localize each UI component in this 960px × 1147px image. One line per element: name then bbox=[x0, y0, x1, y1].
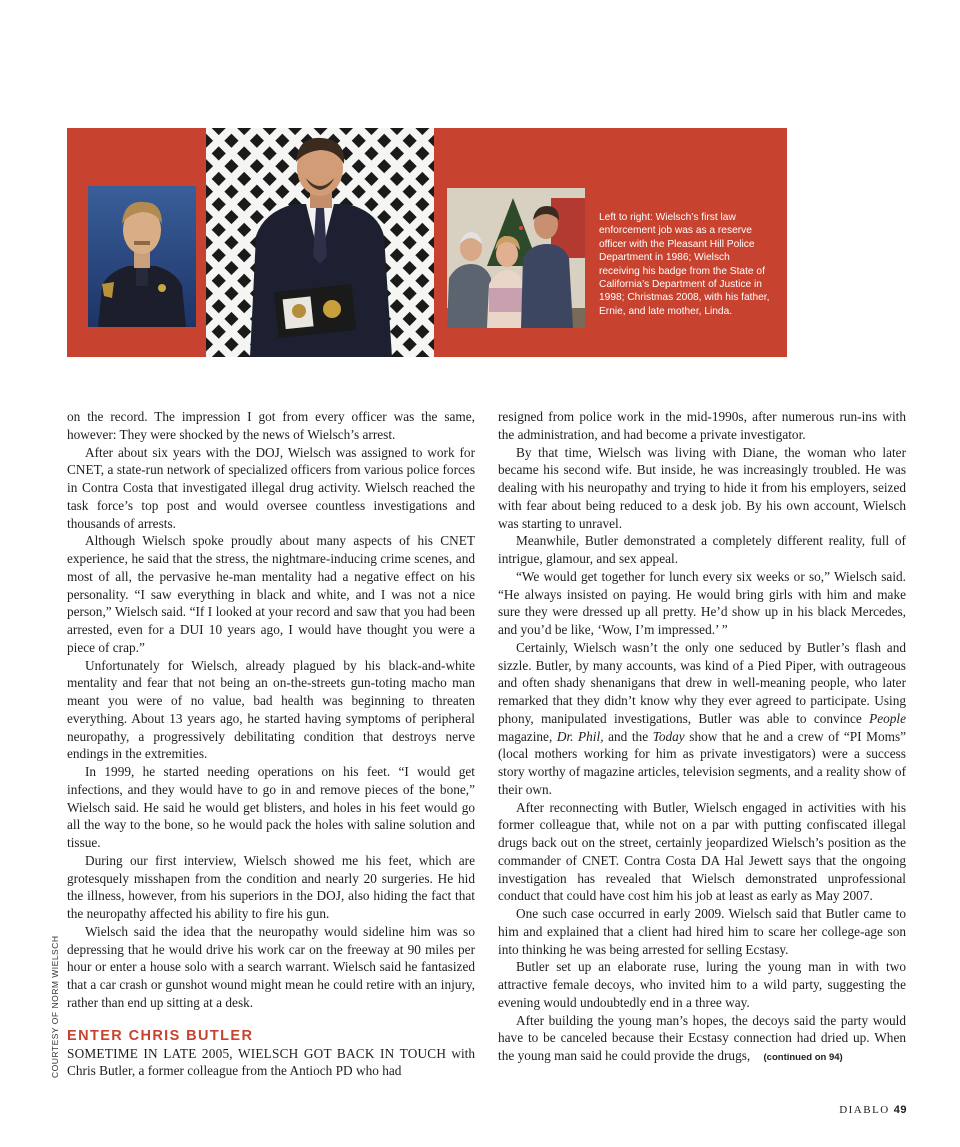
section-lead-paragraph bbox=[67, 1045, 475, 1081]
section-subhead: ENTER CHRIS BUTLER bbox=[67, 1027, 254, 1044]
continued-note: (continued on 94) bbox=[763, 1052, 843, 1063]
lead-text: with Chris Butler, a former colleague from the Antioch PD who had bbox=[67, 1045, 475, 1079]
page-number: 49 bbox=[893, 1104, 907, 1116]
magazine-name: DIABLO bbox=[839, 1104, 890, 1116]
paragraph: During our first interview, Wielsch showed me his feet, which are grotesquely misshapen from the condition and nearly 20 surgeries. He hid the illness, however, from his superiors in the DOJ, also hiding the fact that the neuropathy affected his ability to fire his gun. bbox=[67, 852, 475, 921]
photo-badge-1998 bbox=[206, 128, 434, 357]
paragraph: In 1999, he started needing operations on his feet. “I would get infections, and they would have to go in and remove pieces of the bone,” Wielsch said. He said he would get blisters, and holes in his feet would go all the way to the bone, so he would pack the holes with saline solution and tissue. bbox=[67, 764, 475, 850]
text-run: After building the young man’s hopes, the decoys said the party would have to be canceled because their Ecstasy connection had dried up. When the young man said he could provide the drugs, bbox=[498, 1012, 906, 1063]
photo-credit: COURTESY OF NORM WIELSCH bbox=[50, 935, 60, 1078]
paragraph: Although Wielsch spoke proudly about many aspects of his CNET experience, he said that the stress, the nightmare-inducing crime scenes, and most of all, the pervasive he-man mentality had a negative effect on his personality. “I saw everything in black and white, and I was not a nice person,” Wielsch said. “If I looked at your record and saw that you had been arrested, even for a DUI 10 years ago, I would have thought you were a piece of crap.” bbox=[67, 533, 475, 655]
text-run: show that he and a crew of “PI Moms” (local mothers working for him as private investigators) were a success story worthy of magazine articles, television segments, and a reality show of their own. bbox=[498, 728, 907, 797]
photo-christmas-2008 bbox=[447, 188, 585, 328]
page-folio bbox=[839, 1104, 907, 1116]
show-name: Today bbox=[652, 728, 685, 744]
paragraph: After about six years with the DOJ, Wielsch was assigned to work for CNET, a state-run network of specialized officers from various police forces in Contra Costa that investigated illegal drug activity. Wielsch reached the task force’s top post and would oversee countless investigations and thousands of arrests. bbox=[67, 444, 475, 531]
paragraph: One such case occurred in early 2009. Wielsch said that Butler came to him and explained that a client had hired him to scare her college-age son into thinking he was being arrested for selling Ecstasy. bbox=[498, 906, 906, 957]
paragraph: resigned from police work in the mid-1990s, after numerous run-ins with the administration, and had become a private investigator. bbox=[498, 409, 906, 442]
text-run: magazine, bbox=[498, 728, 557, 744]
paragraph: on the record. The impression I got from every officer was the same, however: They were shocked by the news of Wielsch’s arrest. bbox=[67, 409, 475, 442]
text-run: and the bbox=[603, 728, 653, 744]
photo-officer-1986 bbox=[88, 186, 196, 327]
paragraph: Meanwhile, Butler demonstrated a completely different reality, full of intrigue, glamour, and sex appeal. bbox=[498, 533, 906, 566]
publication-name: People bbox=[869, 710, 906, 726]
article-column-right bbox=[498, 408, 906, 1067]
article-column-left bbox=[67, 408, 475, 1080]
paragraph: Butler set up an elaborate ruse, luring the young man in with two attractive female decoys, who invited him to a wild party, suggesting the evening would undoubtedly end in a three way. bbox=[498, 959, 906, 1010]
lead-caps-text: SOMETIME IN LATE 2005, WIELSCH GOT BACK IN TOUCH bbox=[67, 1045, 447, 1061]
show-name: Dr. Phil, bbox=[556, 728, 604, 744]
paragraph: Unfortunately for Wielsch, already plagued by his black-and-white mentality and fear that not being an on-the-streets gun-toting macho man meant you were of no value, bad health was beginning to threaten everything. About 13 years ago, he started having symptoms of peripheral neuropathy, a progressively debilitating condition that destroys nerve endings in the extremities. bbox=[67, 657, 475, 762]
text-run: Certainly, Wielsch wasn’t the only one seduced by Butler’s flash and sizzle. Butler, by many accounts, was kind of a Pied Piper, with outrageous and often shady shenanigans that drew in well-meaning people, who later remarked that they didn’t know why they ever agreed to participate. Using phony, manipulated investigations, Butler was able to convince bbox=[498, 639, 906, 726]
paragraph bbox=[498, 639, 906, 799]
paragraph: By that time, Wielsch was living with Diane, the woman who later became his second wife. But inside, he was increasingly troubled. He was dealing with his neuropathy and trying to hide it from his employers, seized with fear about being reduced to a desk job. By his own account, Wielsch was starting to unravel. bbox=[498, 444, 906, 531]
paragraph: After reconnecting with Butler, Wielsch engaged in activities with his former colleague that, while not on a par with putting confiscated illegal drugs back out on the street, certainly jeopardized Wielsch’s position as the commander of CNET. Contra Costa DA Hal Jewett says that the ongoing investigation has revealed that Wielsch demonstrated unprofessional conduct that could have cost him his job at least as early as May 2007. bbox=[498, 799, 906, 904]
paragraph bbox=[498, 1012, 906, 1067]
photo-caption: Left to right: Wielsch’s first law enforcement job was as a reserve officer with the Pleasant Hill Police Department in 1986; Wielsch receiving his badge from the State of California’s Department of Justice in 1998; Christmas 2008, with his father, Ernie, and late mother, Linda. bbox=[599, 212, 770, 317]
paragraph: “We would get together for lunch every six weeks or so,” Wielsch said. “He always insisted on paying. He would bring girls with him and make sure they were dressed up all pretty. He’d show up in his black Mercedes, and you’d be like, ‘Wow, I’m impressed.’ ” bbox=[498, 568, 906, 637]
paragraph: Wielsch said the idea that the neuropathy would sideline him was so depressing that he would drive his work car on the freeway at 90 miles per hour or enter a house solo with a search warrant. Wielsch said he fantasized that a car crash or gunshot wound might mean he could retire with an injury, rather than end up sitting at a desk. bbox=[67, 923, 475, 1010]
